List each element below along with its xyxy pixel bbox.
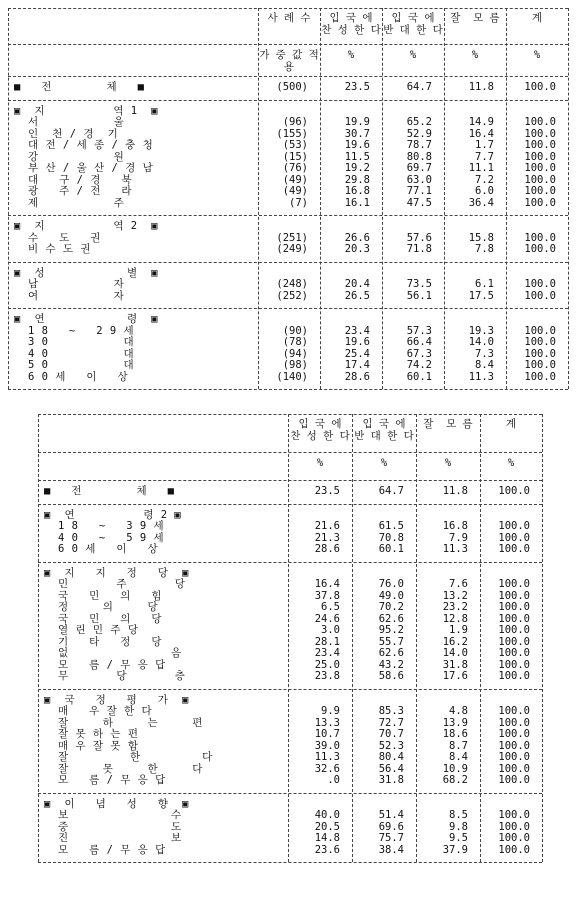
cell-value: 100.0 bbox=[498, 589, 530, 602]
cell-value: 16.4 bbox=[468, 127, 494, 140]
cell-value: 100.0 bbox=[498, 762, 530, 775]
cell-value: 75.7 bbox=[378, 832, 404, 844]
cell-value: 43.2 bbox=[378, 658, 404, 671]
cell-value: 85.3 bbox=[378, 705, 404, 717]
cell-value: 19.6 bbox=[344, 336, 370, 348]
column-header: 계 bbox=[505, 418, 517, 430]
row-label: 수 도 권 bbox=[28, 231, 101, 244]
row-label: 3 0 대 bbox=[28, 336, 135, 348]
column-divider bbox=[480, 414, 481, 862]
row-label: 열 린 민 주 당 bbox=[58, 624, 139, 636]
cell-value: 100.0 bbox=[524, 347, 556, 360]
column-divider bbox=[568, 8, 569, 389]
cell-value: 100.0 bbox=[498, 774, 530, 786]
total-value: 100.0 bbox=[498, 485, 530, 497]
row-label: 국 민 의 힘 bbox=[58, 589, 162, 602]
cell-value: 80.8 bbox=[406, 150, 432, 163]
row-label: 5 0 대 bbox=[28, 359, 135, 371]
cell-value: 6.0 bbox=[475, 185, 494, 197]
cell-value: 100.0 bbox=[498, 647, 530, 659]
group-title: ▣ 연 령 2 ▣ bbox=[44, 508, 182, 521]
cell-value: 100.0 bbox=[524, 324, 556, 337]
cell-value: 8.4 bbox=[475, 359, 494, 371]
row-divider bbox=[38, 562, 542, 563]
cell-value: 26.5 bbox=[344, 289, 370, 302]
cell-value: 1.9 bbox=[449, 624, 468, 636]
cell-value: 74.2 bbox=[406, 359, 432, 371]
total-value: 11.8 bbox=[442, 485, 468, 497]
cell-value: 69.6 bbox=[378, 820, 404, 833]
cell-value: 100.0 bbox=[498, 705, 530, 717]
cell-value: 100.0 bbox=[524, 150, 556, 163]
cell-value: 7.9 bbox=[449, 531, 468, 544]
total-row-label: ■ 전 체 ■ bbox=[14, 81, 145, 93]
cell-value: 100.0 bbox=[498, 843, 530, 856]
column-divider bbox=[320, 8, 321, 389]
cell-value: 20.5 bbox=[314, 820, 340, 833]
column-divider bbox=[542, 414, 543, 862]
cell-value: 19.3 bbox=[468, 324, 494, 337]
cell-value: 21.6 bbox=[314, 520, 340, 532]
row-label: 없 음 bbox=[58, 647, 182, 659]
column-divider bbox=[506, 8, 507, 389]
column-divider bbox=[38, 414, 39, 862]
cell-value: 16.4 bbox=[314, 578, 340, 590]
cell-value: 77.1 bbox=[406, 185, 432, 197]
row-label: 잘 한 다 bbox=[58, 751, 213, 763]
cell-value: 100.0 bbox=[498, 520, 530, 532]
cell-value: 52.9 bbox=[406, 127, 432, 140]
cell-value: 19.6 bbox=[344, 139, 370, 151]
row-label: 진 보 bbox=[58, 832, 182, 844]
cell-value: 11.5 bbox=[344, 150, 370, 163]
row-divider bbox=[8, 215, 568, 216]
cell-value: 14.0 bbox=[468, 336, 494, 348]
row-divider bbox=[8, 262, 568, 263]
cell-value: (94) bbox=[282, 347, 308, 360]
row-label: 모 름 / 무 응 답 bbox=[58, 774, 166, 786]
cell-value: 70.8 bbox=[378, 531, 404, 544]
cell-value: 23.6 bbox=[314, 843, 340, 856]
cell-value: (76) bbox=[282, 162, 308, 174]
cell-value: 100.0 bbox=[524, 139, 556, 151]
cell-value: (98) bbox=[282, 359, 308, 371]
total-value: 11.8 bbox=[468, 81, 494, 93]
row-label: 1 8 ~ 2 9 세 bbox=[28, 324, 135, 337]
cell-value: 16.1 bbox=[344, 196, 370, 209]
cell-value: 63.0 bbox=[406, 173, 432, 186]
group-title: ▣ 지 역 1 ▣ bbox=[14, 104, 159, 117]
cell-value: 7.7 bbox=[475, 150, 494, 163]
cell-value: 70.7 bbox=[378, 728, 404, 740]
cell-value: 100.0 bbox=[498, 716, 530, 729]
unit-label: % bbox=[380, 457, 388, 469]
cell-value: 24.6 bbox=[314, 612, 340, 625]
column-header: 입 국 에 반 대 한 다 bbox=[383, 12, 443, 36]
cell-value: 51.4 bbox=[378, 809, 404, 821]
column-divider bbox=[416, 414, 417, 862]
cell-value: 9.5 bbox=[449, 832, 468, 844]
row-label: 1 8 ~ 3 9 세 bbox=[58, 520, 165, 532]
cell-value: 6.5 bbox=[321, 601, 340, 613]
cell-value: 70.2 bbox=[378, 601, 404, 613]
cell-value: 40.0 bbox=[314, 809, 340, 821]
row-divider bbox=[38, 862, 542, 863]
cell-value: 37.9 bbox=[442, 843, 468, 856]
unit-label: % bbox=[471, 49, 479, 61]
group-title: ▣ 국 정 평 가 ▣ bbox=[44, 693, 189, 706]
column-header: 계 bbox=[531, 12, 543, 24]
cell-value: 100.0 bbox=[498, 601, 530, 613]
row-label: 정 의 당 bbox=[58, 601, 159, 613]
cell-value: 31.8 bbox=[378, 774, 404, 786]
cell-value: 20.3 bbox=[344, 243, 370, 255]
cell-value: 17.6 bbox=[442, 670, 468, 682]
row-label: 국 민 의 당 bbox=[58, 612, 162, 625]
row-label: 대 전 / 세 종 / 충 청 bbox=[28, 139, 154, 151]
column-header: 잘 모 름 bbox=[450, 12, 500, 24]
cell-value: 100.0 bbox=[498, 751, 530, 763]
row-divider bbox=[38, 793, 542, 794]
column-divider bbox=[444, 8, 445, 389]
cell-value: 100.0 bbox=[498, 531, 530, 544]
cell-value: (140) bbox=[276, 370, 308, 383]
column-divider bbox=[8, 8, 9, 389]
row-divider bbox=[38, 504, 542, 505]
cell-value: 100.0 bbox=[498, 543, 530, 555]
cell-value: 76.0 bbox=[378, 578, 404, 590]
cell-value: (49) bbox=[282, 185, 308, 197]
total-value: 64.7 bbox=[406, 81, 432, 93]
cell-value: 19.9 bbox=[344, 116, 370, 128]
cell-value: .0 bbox=[327, 774, 340, 786]
cell-value: (251) bbox=[276, 231, 308, 244]
cell-value: (53) bbox=[282, 139, 308, 151]
cell-value: 100.0 bbox=[498, 658, 530, 671]
cell-value: 71.8 bbox=[406, 243, 432, 255]
cell-value: 31.8 bbox=[442, 658, 468, 671]
column-header: 입 국 에 찬 성 한 다 bbox=[321, 12, 381, 36]
cell-value: 57.3 bbox=[406, 324, 432, 337]
cell-value: 60.1 bbox=[406, 370, 432, 383]
row-label: 무 당 층 bbox=[58, 670, 186, 682]
cell-value: 55.7 bbox=[378, 635, 404, 648]
row-label: 잘 하 는 편 bbox=[58, 716, 203, 729]
cell-value: 19.2 bbox=[344, 162, 370, 174]
cell-value: 36.4 bbox=[468, 196, 494, 209]
cell-value: 80.4 bbox=[378, 751, 404, 763]
cell-value: 78.7 bbox=[406, 139, 432, 151]
cell-value: 23.4 bbox=[344, 324, 370, 337]
cell-value: 9.9 bbox=[321, 705, 340, 717]
row-divider bbox=[8, 44, 568, 45]
cell-value: 100.0 bbox=[498, 820, 530, 833]
cell-value: (90) bbox=[282, 324, 308, 337]
cell-value: 100.0 bbox=[524, 336, 556, 348]
row-divider bbox=[38, 452, 542, 453]
cell-value: 52.3 bbox=[378, 739, 404, 752]
cell-value: 100.0 bbox=[498, 809, 530, 821]
cell-value: 7.6 bbox=[449, 578, 468, 590]
cell-value: 28.6 bbox=[314, 543, 340, 555]
cell-value: 8.4 bbox=[449, 751, 468, 763]
cell-value: 7.3 bbox=[475, 347, 494, 360]
cell-value: 72.7 bbox=[378, 716, 404, 729]
cell-value: 100.0 bbox=[524, 289, 556, 302]
cell-value: 20.4 bbox=[344, 278, 370, 290]
cell-value: 100.0 bbox=[524, 173, 556, 186]
cell-value: 13.9 bbox=[442, 716, 468, 729]
cell-value: 66.4 bbox=[406, 336, 432, 348]
cell-value: 1.7 bbox=[475, 139, 494, 151]
total-value: 23.5 bbox=[344, 81, 370, 93]
unit-label: % bbox=[507, 457, 515, 469]
column-header: 입 국 에 찬 성 한 다 bbox=[290, 418, 350, 442]
cell-value: 69.7 bbox=[406, 162, 432, 174]
cell-value: 8.5 bbox=[449, 809, 468, 821]
cell-value: 3.0 bbox=[321, 624, 340, 636]
cell-value: 7.2 bbox=[475, 173, 494, 186]
row-label: 서 울 bbox=[28, 116, 125, 128]
cell-value: 100.0 bbox=[498, 832, 530, 844]
cell-value: 11.3 bbox=[468, 370, 494, 383]
cell-value: 13.2 bbox=[442, 589, 468, 602]
cell-value: 100.0 bbox=[524, 127, 556, 140]
cell-value: 95.2 bbox=[378, 624, 404, 636]
cell-value: 62.6 bbox=[378, 647, 404, 659]
row-label: 남 자 bbox=[28, 278, 125, 290]
row-label: 비 수 도 권 bbox=[28, 243, 92, 255]
cell-value: 4.8 bbox=[449, 705, 468, 717]
unit-label: % bbox=[533, 49, 541, 61]
cell-value: (7) bbox=[289, 196, 308, 209]
cell-value: 100.0 bbox=[524, 116, 556, 128]
cell-value: (252) bbox=[276, 289, 308, 302]
cell-value: 100.0 bbox=[498, 624, 530, 636]
row-divider bbox=[8, 389, 568, 390]
cell-value: 25.4 bbox=[344, 347, 370, 360]
cell-value: (49) bbox=[282, 173, 308, 186]
column-header: 사 례 수 bbox=[267, 12, 311, 24]
row-label: 매 우 잘 못 함 bbox=[58, 739, 139, 752]
row-label: 보 수 bbox=[58, 809, 182, 821]
cell-value: 16.2 bbox=[442, 635, 468, 648]
cell-value: 14.0 bbox=[442, 647, 468, 659]
cell-value: 61.5 bbox=[378, 520, 404, 532]
unit-label: % bbox=[444, 457, 452, 469]
unit-label: % bbox=[316, 457, 324, 469]
cell-value: 15.8 bbox=[468, 231, 494, 244]
cell-value: 100.0 bbox=[498, 670, 530, 682]
cell-value: 100.0 bbox=[524, 185, 556, 197]
row-label: 제 주 bbox=[28, 196, 125, 209]
cell-value: 39.0 bbox=[314, 739, 340, 752]
total-row-label: ■ 전 체 ■ bbox=[44, 485, 175, 497]
cell-value: 100.0 bbox=[524, 359, 556, 371]
cell-value: 100.0 bbox=[498, 612, 530, 625]
cell-value: 28.6 bbox=[344, 370, 370, 383]
cell-value: 60.1 bbox=[378, 543, 404, 555]
cell-value: (155) bbox=[276, 127, 308, 140]
cell-value: 57.6 bbox=[406, 231, 432, 244]
cell-value: 17.5 bbox=[468, 289, 494, 302]
cell-value: 13.3 bbox=[314, 716, 340, 729]
cell-value: 49.0 bbox=[378, 589, 404, 602]
row-label: 대 구 / 경 북 bbox=[28, 173, 132, 186]
column-divider bbox=[288, 414, 289, 862]
total-value: (500) bbox=[276, 81, 308, 93]
cell-value: 16.8 bbox=[442, 520, 468, 532]
row-label: 6 0 세 이 상 bbox=[58, 543, 159, 555]
row-label: 중 도 bbox=[58, 820, 182, 833]
cell-value: 58.6 bbox=[378, 670, 404, 682]
cell-value: 6.1 bbox=[475, 278, 494, 290]
row-label: 부 산 / 울 산 / 경 남 bbox=[28, 162, 154, 174]
group-title: ▣ 이 념 성 향 ▣ bbox=[44, 797, 189, 810]
cell-value: 26.6 bbox=[344, 231, 370, 244]
row-label: 매 우 잘 한 다 bbox=[58, 705, 153, 717]
column-header: 잘 모 름 bbox=[423, 418, 473, 430]
group-title: ▣ 지 지 정 당 ▣ bbox=[44, 566, 189, 579]
total-value: 64.7 bbox=[378, 485, 404, 497]
cell-value: 32.6 bbox=[314, 762, 340, 775]
cell-value: 29.8 bbox=[344, 173, 370, 186]
cell-value: 100.0 bbox=[498, 635, 530, 648]
cell-value: 100.0 bbox=[524, 243, 556, 255]
row-label: 광 주 / 전 라 bbox=[28, 185, 132, 197]
cell-value: 56.4 bbox=[378, 762, 404, 775]
cell-value: 8.7 bbox=[449, 739, 468, 752]
cell-value: 14.9 bbox=[468, 116, 494, 128]
row-divider bbox=[38, 689, 542, 690]
cell-value: (249) bbox=[276, 243, 308, 255]
cell-value: 11.1 bbox=[468, 162, 494, 174]
group-title: ▣ 연 령 ▣ bbox=[14, 313, 159, 325]
unit-label: 가 중 값 적 용 bbox=[259, 49, 319, 73]
cell-value: 56.1 bbox=[406, 289, 432, 302]
cell-value: 28.1 bbox=[314, 635, 340, 648]
cell-value: 7.8 bbox=[475, 243, 494, 255]
cell-value: 16.8 bbox=[344, 185, 370, 197]
row-divider bbox=[8, 308, 568, 309]
row-label: 6 0 세 이 상 bbox=[28, 370, 129, 383]
column-divider bbox=[352, 414, 353, 862]
cell-value: 9.8 bbox=[449, 820, 468, 833]
row-label: 4 0 대 bbox=[28, 347, 135, 360]
row-label: 모 름 / 무 응 답 bbox=[58, 658, 166, 671]
cell-value: 25.0 bbox=[314, 658, 340, 671]
row-label: 잘 못 한 다 bbox=[58, 762, 203, 775]
row-label: 인 천 / 경 기 bbox=[28, 127, 119, 140]
cell-value: (248) bbox=[276, 278, 308, 290]
cell-value: 11.3 bbox=[314, 751, 340, 763]
cell-value: 23.8 bbox=[314, 670, 340, 682]
cell-value: 11.3 bbox=[442, 543, 468, 555]
cell-value: 65.2 bbox=[406, 116, 432, 128]
cell-value: (15) bbox=[282, 150, 308, 163]
cell-value: 100.0 bbox=[524, 278, 556, 290]
group-title: ▣ 성 별 ▣ bbox=[14, 266, 159, 279]
cell-value: 12.8 bbox=[442, 612, 468, 625]
cell-value: 62.6 bbox=[378, 612, 404, 625]
row-divider bbox=[38, 480, 542, 481]
row-divider bbox=[8, 8, 568, 9]
cell-value: 100.0 bbox=[524, 196, 556, 209]
cell-value: 100.0 bbox=[524, 162, 556, 174]
cell-value: 10.9 bbox=[442, 762, 468, 775]
cell-value: 23.4 bbox=[314, 647, 340, 659]
row-label: 모 름 / 무 응 답 bbox=[58, 843, 166, 856]
cell-value: 68.2 bbox=[442, 774, 468, 786]
row-label: 여 자 bbox=[28, 289, 125, 302]
column-divider bbox=[258, 8, 259, 389]
cell-value: 17.4 bbox=[344, 359, 370, 371]
cell-value: 67.3 bbox=[406, 347, 432, 360]
cell-value: 23.2 bbox=[442, 601, 468, 613]
row-divider bbox=[8, 100, 568, 101]
cell-value: 100.0 bbox=[524, 370, 556, 383]
cell-value: 100.0 bbox=[524, 231, 556, 244]
column-divider bbox=[382, 8, 383, 389]
cell-value: 30.7 bbox=[344, 127, 370, 140]
row-label: 잘 못 하 는 편 bbox=[58, 728, 139, 740]
cell-value: 10.7 bbox=[314, 728, 340, 740]
cell-value: 18.6 bbox=[442, 728, 468, 740]
row-divider bbox=[38, 414, 542, 415]
row-divider bbox=[8, 76, 568, 77]
total-value: 23.5 bbox=[314, 485, 340, 497]
cell-value: 37.8 bbox=[314, 589, 340, 602]
cell-value: (96) bbox=[282, 116, 308, 128]
unit-label: % bbox=[347, 49, 355, 61]
group-title: ▣ 지 역 2 ▣ bbox=[14, 220, 159, 232]
cell-value: 38.4 bbox=[378, 843, 404, 856]
cell-value: 73.5 bbox=[406, 278, 432, 290]
cell-value: (78) bbox=[282, 336, 308, 348]
cell-value: 14.8 bbox=[314, 832, 340, 844]
unit-label: % bbox=[409, 49, 417, 61]
cell-value: 100.0 bbox=[498, 728, 530, 740]
row-label: 민 주 당 bbox=[58, 578, 186, 590]
cell-value: 21.3 bbox=[314, 531, 340, 544]
cell-value: 100.0 bbox=[498, 578, 530, 590]
row-label: 4 0 ~ 5 9 세 bbox=[58, 531, 165, 544]
cell-value: 100.0 bbox=[498, 739, 530, 752]
total-value: 100.0 bbox=[524, 81, 556, 93]
row-label: 강 원 bbox=[28, 150, 125, 163]
cell-value: 47.5 bbox=[406, 196, 432, 209]
row-label: 기 타 정 당 bbox=[58, 635, 162, 648]
column-header: 입 국 에 반 대 한 다 bbox=[354, 418, 414, 442]
